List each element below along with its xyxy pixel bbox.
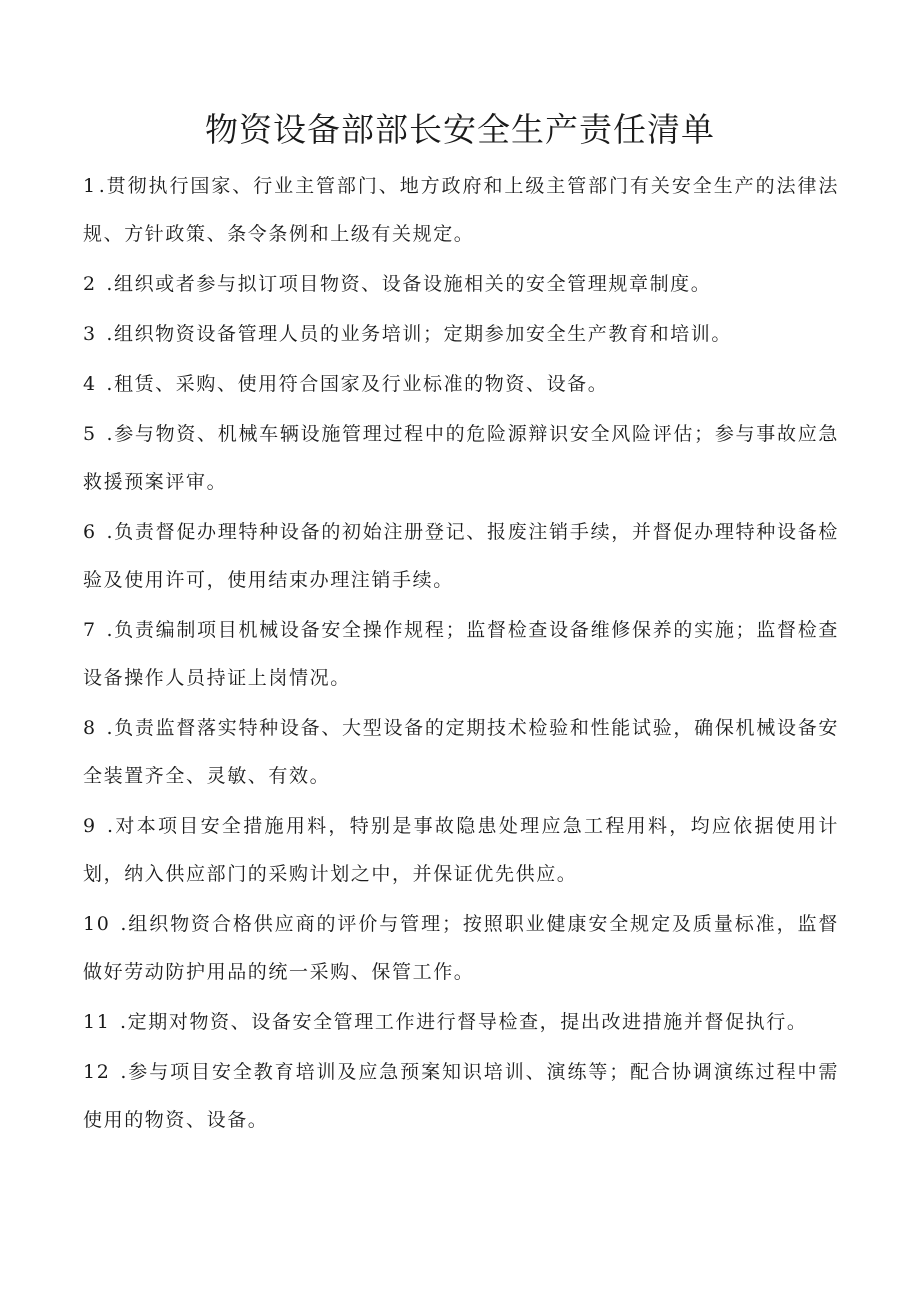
- item-number: 7: [83, 619, 97, 641]
- item-text: .对本项目安全措施用料，特别是事故隐患处理应急工程用料，均应依据使用计划，纳入供应部门的采购计划之中，并保证优先供应。: [83, 815, 839, 885]
- item-text: .负责编制项目机械设备安全操作规程；监督检查设备维修保养的实施；监督检查设备操作人员持证上岗情况。: [83, 619, 839, 689]
- list-item: [83, 162, 839, 258]
- list-item: [83, 310, 839, 358]
- item-text: .租赁、采购、使用符合国家及行业标准的物资、设备。: [98, 373, 609, 395]
- item-number: 2: [83, 273, 97, 295]
- responsibility-list: [83, 162, 839, 1146]
- list-item: [83, 704, 839, 800]
- item-number: 12: [83, 1061, 111, 1083]
- list-item: [83, 802, 839, 898]
- item-number: 1: [83, 175, 97, 197]
- document-title: 物资设备部部长安全生产责任清单: [205, 110, 715, 149]
- list-item: [83, 260, 839, 308]
- item-number: 10: [83, 913, 111, 935]
- item-number: 9: [83, 815, 97, 837]
- item-text: .负责监督落实特种设备、大型设备的定期技术检验和性能试验，确保机械设备安全装置齐全、灵敏、有效。: [83, 717, 839, 787]
- list-item: [83, 508, 839, 604]
- list-item: [83, 410, 839, 506]
- item-number: 8: [83, 717, 97, 739]
- item-text: .参与物资、机械车辆设施管理过程中的危险源辩识安全风险评估；参与事故应急救援预案评审。: [83, 423, 839, 493]
- list-item: [83, 900, 839, 996]
- item-text: .定期对物资、设备安全管理工作进行督导检查，提出改进措施并督促执行。: [112, 1011, 808, 1033]
- list-item: [83, 998, 839, 1046]
- item-text: .负责督促办理特种设备的初始注册登记、报废注销手续，并督促办理特种设备检验及使用许可，使用结束办理注销手续。: [83, 521, 839, 591]
- item-text: .组织或者参与拟订项目物资、设备设施相关的安全管理规章制度。: [98, 273, 712, 295]
- item-text: .组织物资设备管理人员的业务培训；定期参加安全生产教育和培训。: [98, 323, 732, 345]
- list-item: [83, 1048, 839, 1144]
- item-text: .贯彻执行国家、行业主管部门、地方政府和上级主管部门有关安全生产的法律法规、方针政策、条令条例和上级有关规定。: [83, 175, 839, 245]
- item-number: 3: [83, 323, 97, 345]
- item-number: 5: [83, 423, 97, 445]
- list-item: [83, 606, 839, 702]
- item-text: .参与项目安全教育培训及应急预案知识培训、演练等；配合协调演练过程中需使用的物资、设备。: [83, 1061, 839, 1131]
- item-number: 6: [83, 521, 97, 543]
- item-text: .组织物资合格供应商的评价与管理；按照职业健康安全规定及质量标准，监督做好劳动防护用品的统一采购、保管工作。: [83, 913, 839, 983]
- item-number: 11: [83, 1011, 111, 1033]
- list-item: [83, 360, 839, 408]
- item-number: 4: [83, 373, 97, 395]
